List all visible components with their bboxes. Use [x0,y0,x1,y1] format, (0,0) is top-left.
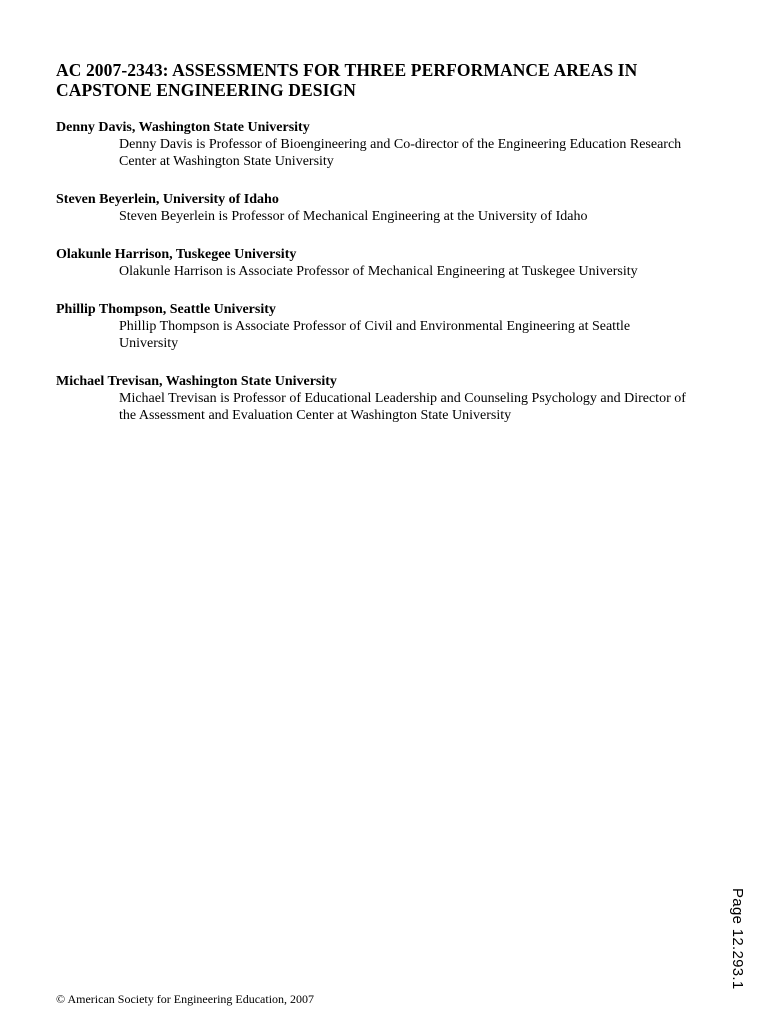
copyright-notice: © American Society for Engineering Education, 2007 [56,992,315,1006]
author-bio: Olakunle Harrison is Associate Professor of Mechanical Engineering at Tuskegee University [119,264,638,279]
author-bio: Michael Trevisan is Professor of Educational Leadership and Counseling Psychology and Director of the Assessment and Evaluation Center at Washington State University [119,391,686,423]
author-list [56,119,736,445]
author-bio: Steven Beyerlein is Professor of Mechanical Engineering at the University of Idaho [119,209,588,224]
author-entry [56,373,736,424]
author-name: Phillip Thompson, Seattle University [56,302,276,317]
author-name: Michael Trevisan, Washington State University [56,374,337,389]
author-name: Denny Davis, Washington State University [56,120,310,135]
author-entry [56,119,736,170]
paper-title [56,60,716,100]
author-entry [56,301,736,352]
paper-title-line-2: CAPSTONE ENGINEERING DESIGN [56,80,356,100]
author-entry [56,191,736,225]
author-bio: Denny Davis is Professor of Bioengineering and Co-director of the Engineering Education Research Center at Washington State University [119,137,682,169]
author-name: Olakunle Harrison, Tuskegee University [56,247,297,262]
paper-title-line-1: AC 2007-2343: ASSESSMENTS FOR THREE PERFORMANCE AREAS IN [56,60,638,80]
author-bio: Phillip Thompson is Associate Professor of Civil and Environmental Engineering at Seattle University [119,319,631,351]
author-entry [56,246,736,280]
author-name: Steven Beyerlein, University of Idaho [56,192,279,207]
page-number: Page 12.293.1 [729,888,746,990]
